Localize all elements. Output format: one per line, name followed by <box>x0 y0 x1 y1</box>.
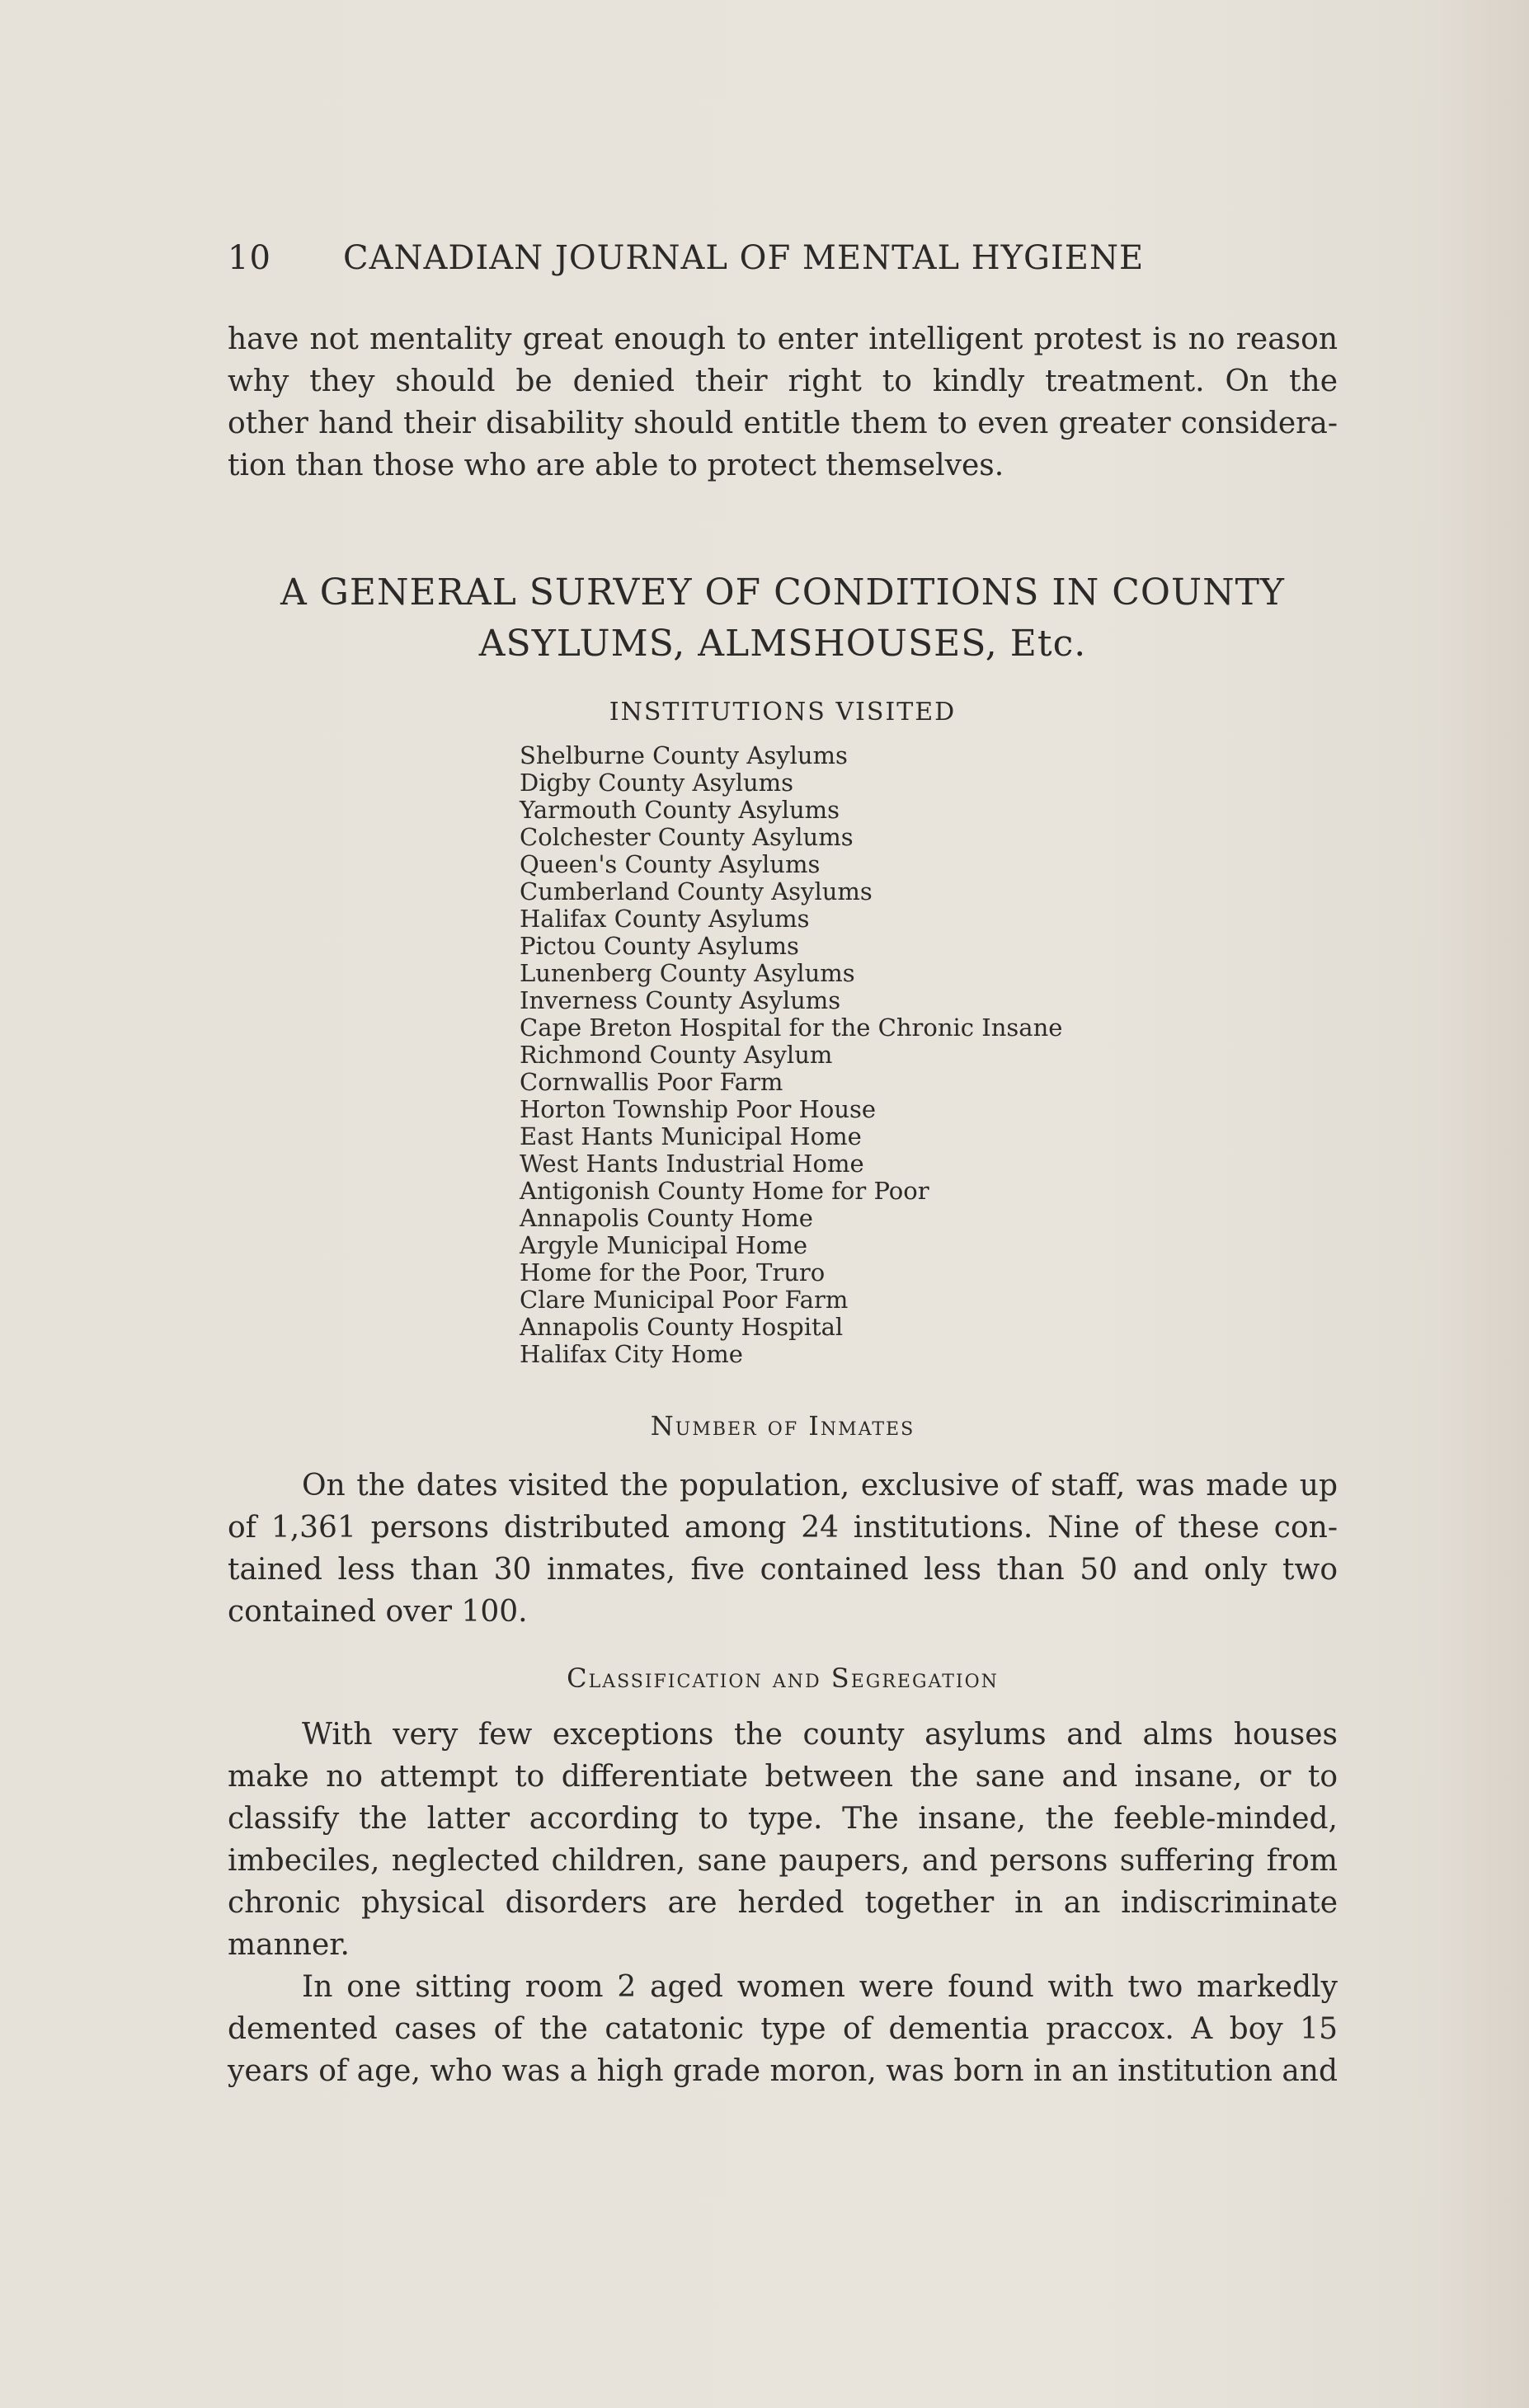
text-line: On the dates visited the population, exclusive of staff, was made up <box>302 1469 1338 1503</box>
section-title-line-2: ASYLUMS, ALMSHOUSES, Etc. <box>478 623 1087 665</box>
institution-item: Cape Breton Hospital for the Chronic Insane <box>520 1014 1063 1042</box>
institution-item: Inverness County Asylums <box>520 986 841 1014</box>
institution-item: Argyle Municipal Home <box>520 1231 808 1259</box>
institution-item: Halifax City Home <box>520 1340 743 1368</box>
institution-item: Digby County Asylums <box>520 769 794 797</box>
institution-item: East Hants Municipal Home <box>520 1122 862 1150</box>
text-line: make no attempt to differentiate between the sane and insane, or to <box>228 1760 1338 1794</box>
text-line: manner. <box>228 1928 350 1962</box>
text-line: In one sitting room 2 aged women were found with two markedly <box>302 1970 1338 2004</box>
intro-paragraph <box>228 318 1338 487</box>
institution-item: Pictou County Asylums <box>520 932 799 960</box>
text-line: why they should be denied their right to kindly treatment. On the <box>228 364 1338 398</box>
running-head <box>228 239 1300 277</box>
institution-item: Annapolis County Hospital <box>520 1313 844 1341</box>
institution-item: Halifax County Asylums <box>520 905 810 933</box>
classification-heading: Classification and Segregation <box>567 1663 999 1694</box>
text-line: other hand their disability should entitle them to even greater considera- <box>228 407 1338 440</box>
institution-item: Yarmouth County Asylums <box>520 796 840 824</box>
text-line: years of age, who was a high grade moron, was born in an institution and <box>228 2054 1338 2088</box>
institutions-heading: INSTITUTIONS VISITED <box>609 698 957 727</box>
institution-item: Annapolis County Home <box>520 1204 813 1232</box>
institution-item: West Hants Industrial Home <box>520 1150 864 1178</box>
text-line: tion than those who are able to protect themselves. <box>228 449 1004 482</box>
institution-item: Richmond County Asylum <box>520 1041 833 1069</box>
institution-item: Lunenberg County Asylums <box>520 959 855 987</box>
text-line: chronic physical disorders are herded together in an indiscriminate <box>228 1886 1338 1920</box>
institution-item: Antigonish County Home for Poor <box>520 1177 929 1205</box>
institutions-list <box>520 742 1262 1368</box>
inmates-heading: Number of Inmates <box>650 1410 915 1442</box>
text-line: contained over 100. <box>228 1595 528 1629</box>
classification-paragraph-1 <box>228 1714 1338 1966</box>
text-line: of 1,361 persons distributed among 24 institutions. Nine of these con- <box>228 1511 1338 1545</box>
text-line: classify the latter according to type. The insane, the feeble-minded, <box>228 1802 1338 1836</box>
institution-item: Clare Municipal Poor Farm <box>520 1286 849 1314</box>
institution-item: Home for the Poor, Truro <box>520 1258 826 1286</box>
institution-item: Cumberland County Asylums <box>520 877 873 905</box>
institution-item: Horton Township Poor House <box>520 1095 877 1123</box>
section-title <box>228 567 1338 670</box>
institution-item: Shelburne County Asylums <box>520 741 848 769</box>
page-number: 10 <box>228 239 271 277</box>
text-line: demented cases of the catatonic type of dementia praccox. A boy 15 <box>228 2012 1338 2046</box>
text-line: With very few exceptions the county asylums and alms houses <box>302 1718 1338 1752</box>
classification-paragraph-2 <box>228 1966 1338 2092</box>
text-line: imbeciles, neglected children, sane paupers, and persons suffering from <box>228 1844 1338 1878</box>
institution-item: Colchester County Asylums <box>520 823 854 851</box>
institution-item: Queen's County Asylums <box>520 850 821 878</box>
text-line: tained less than 30 inmates, five contained less than 50 and only two <box>228 1553 1338 1587</box>
inmates-paragraph <box>228 1465 1338 1633</box>
journal-title: CANADIAN JOURNAL OF MENTAL HYGIENE <box>343 239 1145 277</box>
institution-item: Cornwallis Poor Farm <box>520 1068 783 1096</box>
section-title-line-1: A GENERAL SURVEY OF CONDITIONS IN COUNTY <box>280 571 1285 614</box>
text-line: have not mentality great enough to enter intelligent protest is no reason <box>228 322 1338 356</box>
